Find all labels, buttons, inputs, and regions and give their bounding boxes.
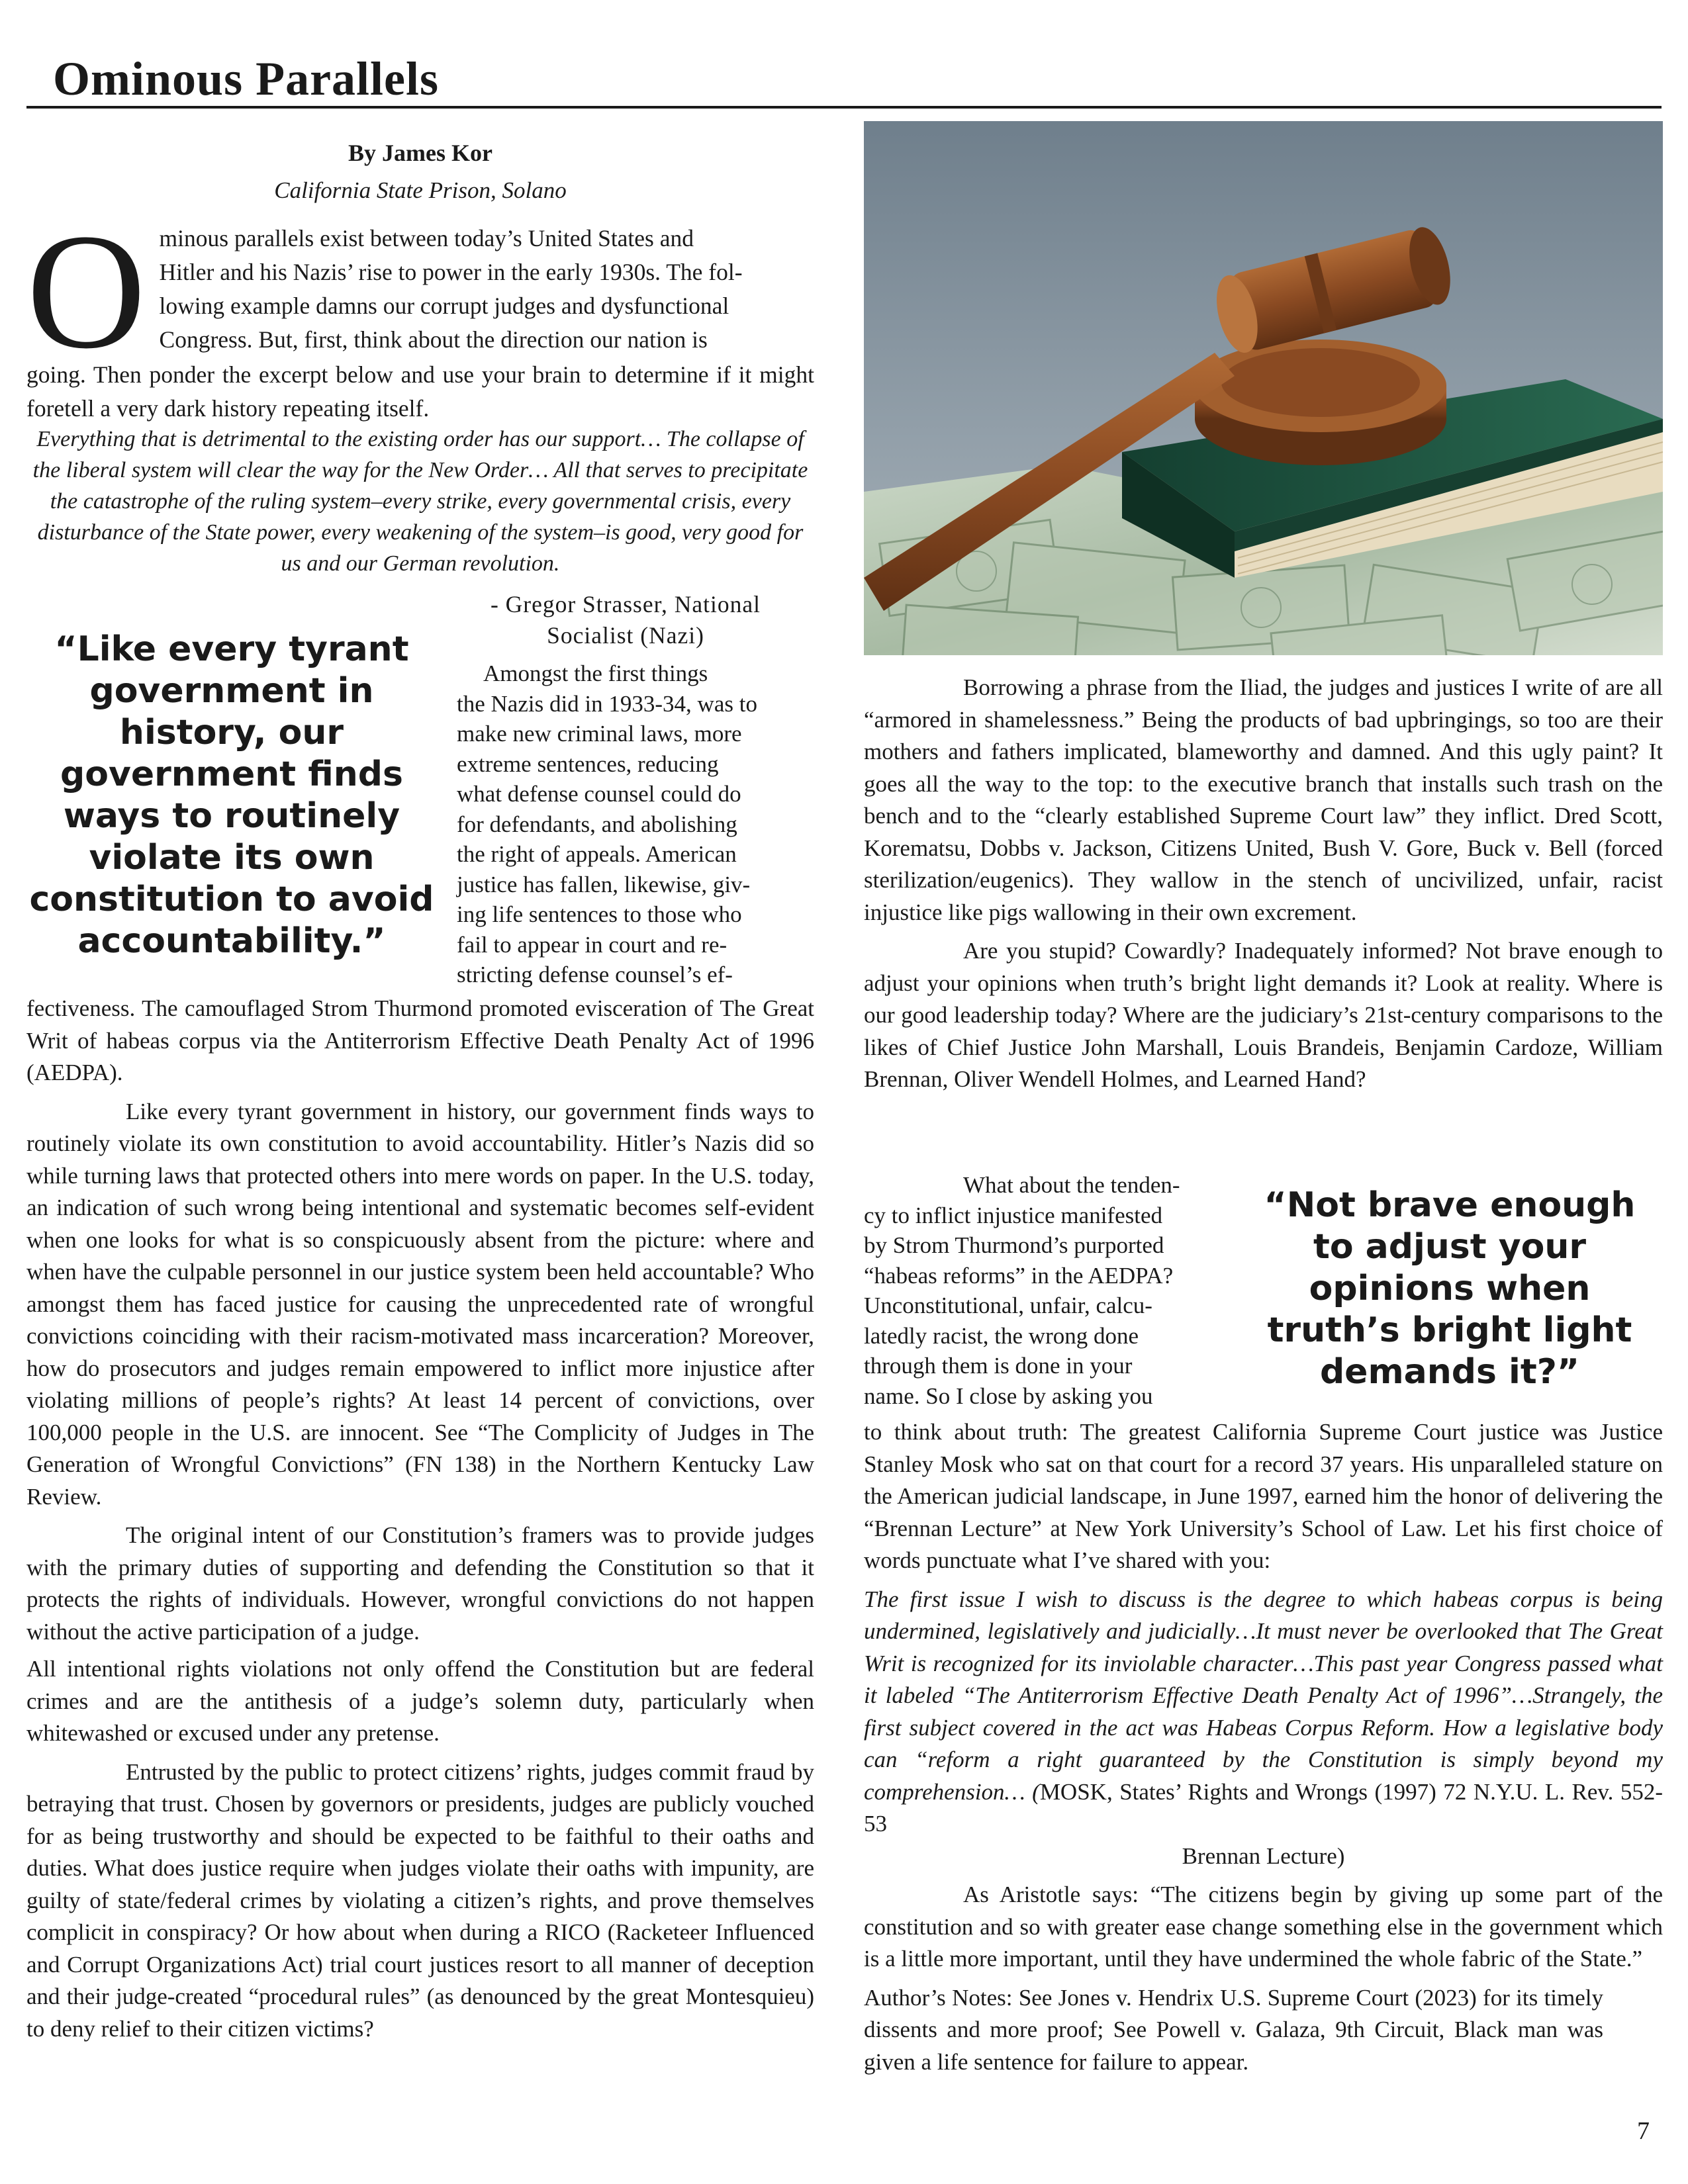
paragraph: As Aristotle says: “The citizens begin by giving up some part of the constitution and so with greater ease change something else in the government which is a little more important, until they have undermined the whole fabric of the State.”	[864, 1882, 1663, 1972]
narrow-line: stricting defense counsel’s ef-	[457, 962, 733, 987]
narrow-line: justice has fallen, likewise, giv-	[457, 871, 751, 897]
pull-quote-brave: “Not brave enough to adjust your opinions when truth’s bright light demands it?”	[1264, 1185, 1636, 1392]
pull-quote-tyrant: “Like every tyrant government in history, our government finds ways to routinely violate its own constitution to avoid accountability.”	[29, 629, 434, 961]
right-column-bottom	[864, 1416, 1663, 2078]
paragraph: All intentional rights violations not only offend the Constitution but are federal crimes and are the antithesis of a judge’s solemn duty, particularly when whitewashed or excused under any pretense.	[26, 1656, 814, 1746]
intro-line: Hitler and his Nazis’ rise to power in the early 1930s. The fol-	[159, 259, 743, 285]
narrow-line: cy to inflict injustice manifested	[864, 1202, 1162, 1228]
author-affiliation: California State Prison, Solano	[274, 177, 567, 203]
photo-illustration	[864, 121, 1663, 655]
dropcap: O	[26, 200, 146, 383]
narrow-line: ing life sentences to those who	[457, 901, 742, 927]
mosk-citation: MOSK, States’ Rights and Wrongs (1997) 72 N.Y.U. L. Rev. 552-53	[864, 1778, 1663, 1837]
narrow-line: fail to appear in court and re-	[457, 931, 727, 958]
page-number: 7	[1637, 2117, 1650, 2145]
byline: By James Kor	[348, 140, 492, 166]
paragraph: Borrowing a phrase from the Iliad, the judges and justices I write of are all “armored in shamelessness.” Being the products of bad upbringings, so too are their mothers and fathers implicated, blameworthy and damned. And this ugly paint? It goes all the way to the top: to the executive branch that installs such trash on the bench and to the “clearly established Supreme Court law” they inflict. Dred Scott, Korematsu, Dobbs v. Jackson, Citizens United, Bush V. Gore, Buck v. Bell (forced sterilization/eugenics). They wallow in the stench of uncivilized, unfair, racist injustice like pigs wallowing in their own excrement.	[864, 674, 1663, 925]
narrow-line: name. So I close by asking you	[864, 1383, 1153, 1409]
mosk-quote-text: The first issue I wish to discuss is the degree to which habeas corpus is being undermined, legislatively and judicially…It must never be overlooked that The Great Writ is recognized for its inviolable character…This past year Congress passed what it labeled “The Antiterrorism Effective Death Penalty Act of 1996”…Strangely, the first subject covered in the act was Habeas Corpus Reform. How a legislative body can “reform a right guaranteed by the Constitution is simply beyond my comprehension… (	[864, 1586, 1663, 1805]
intro-line: Congress. But, first, think about the direction our nation is	[159, 326, 708, 353]
strasser-attribution	[437, 589, 814, 651]
narrow-line: extreme sentences, reducing	[457, 751, 719, 777]
attribution-line: Socialist (Nazi)	[547, 622, 704, 649]
narrow-line: what defense counsel could do	[457, 781, 741, 807]
narrow-paragraph-2	[864, 1170, 1225, 1411]
narrow-line: by Strom Thurmond’s purported	[864, 1232, 1164, 1258]
intro-line: minous parallels exist between today’s United States and	[159, 225, 694, 251]
title-rule	[26, 106, 1662, 109]
mosk-citation-end: Brennan Lecture)	[1182, 1843, 1345, 1869]
paragraph: to think about truth: The greatest California Supreme Court justice was Justice Stanley Mosk who sat on that court for a record 37 years. His unparalleled stature on the American judicial landscape, in June 1997, earned him the honor of delivering the “Brennan Lecture” at New York University’s School of Law. Let his first choice of words punctuate what I’ve shared with you:	[864, 1419, 1663, 1573]
authors-notes: Author’s Notes: See Jones v. Hendrix U.S. Supreme Court (2023) for its timely dissents and more proof; See Powell v. Galaza, 9th Circuit, Black man was given a life sentence for failure to appear.	[864, 1984, 1603, 2075]
gavel-book-money-photo	[864, 121, 1663, 655]
narrow-line: the right of appeals. American	[457, 841, 737, 867]
article-title: Ominous Parallels	[53, 52, 440, 105]
intro-line: lowing example damns our corrupt judges and dysfunctional	[159, 293, 729, 319]
paragraph: Like every tyrant government in history, our government finds ways to routinely violate its own constitution to avoid accountability. Hitler’s Nazis did so while turning laws that protected others into mere words on paper. In the U.S. today, an indication of such wrong being intentional and systematic becomes self-evident when one looks for what is so conspicuously absent from the picture: where and when have the culpable personnel in our justice system been held accountable? Who amongst them has faced justice for causing the unprecedented rate of wrongful convictions coinciding with their racism-motivated mass incarceration? Moreover, how do prosecutors and judges remain empowered to inflict more injustice after violating millions of people’s rights? At least 14 percent of convictions, over 100,000 people in the U.S. are innocent. See “The Complicity of Judges in The Generation of Wrongful Convictions” (FN 138) in the Northern Kentucky Law Review.	[26, 1098, 814, 1510]
narrow-line: “habeas reforms” in the AEDPA?	[864, 1262, 1174, 1289]
strasser-quote: Everything that is detrimental to the existing order has our support… The collapse of the liberal system will clear the way for the New Order… All that serves to precipitate the catastrophe of the ruling system–every strike, every governmental crisis, every disturbance of the State power, every weakening of the system–is good, very good for us and our German revolution.	[32, 427, 808, 576]
narrow-paragraph	[457, 659, 814, 990]
paragraph: The original intent of our Constitution’s framers was to provide judges with the primary duties of supporting and defending the Constitution so that it protects the rights of individuals. However, wrongful convictions do not happen without the active participation of a judge.	[26, 1522, 814, 1645]
narrow-line: the Nazis did in 1933-34, was to	[457, 690, 757, 717]
left-column-body	[26, 993, 814, 2045]
mosk-quote	[864, 1584, 1663, 1841]
narrow-line: What about the tenden-	[963, 1172, 1180, 1198]
narrow-line: for defendants, and abolishing	[457, 811, 737, 837]
paragraph: Entrusted by the public to protect citizens’ rights, judges commit fraud by betraying that trust. Chosen by governors or presidents, judges are publicly vouched for as being trustworthy and should be expected to be faithful to their oaths and duties. What does justice require when judges violate their oaths with impunity, are guilty of state/federal crimes by violating a citizen’s rights, and prove themselves complicit in conspiracy? Or how about when during a RICO (Racketeer Influenced and Corrupt Organizations Act) trial court justices resort to all manner of deception and their judge-created “procedural rules” (as denounced by the great Montesquieu) to deny relief to their citizen victims?	[26, 1758, 814, 2042]
narrow-line: Unconstitutional, unfair, calcu-	[864, 1293, 1152, 1318]
narrow-line: make new criminal laws, more	[457, 721, 742, 747]
attribution-line: - Gregor Strasser, National	[490, 591, 761, 617]
intro-block	[26, 200, 814, 426]
intro-paragraph: going. Then ponder the excerpt below and use your brain to determine if it might foretell a very dark history repeating itself.	[26, 361, 814, 422]
narrow-line: latedly racist, the wrong done	[864, 1322, 1139, 1349]
paragraph: fectiveness. The camouflaged Strom Thurmond promoted evisceration of The Great Writ of habeas corpus via the Antiterrorism Effective Death Penalty Act of 1996 (AEDPA).	[26, 995, 814, 1085]
paragraph: Are you stupid? Cowardly? Inadequately informed? Not brave enough to adjust your opinions when truth’s bright light demands it? Look at reality. Where is our good leadership today? Where are the judiciary’s 21st-century comparisons to the likes of Chief Justice John Marshall, Louis Brandeis, Benjamin Cardoze, William Brennan, Oliver Wendell Holmes, and Learned Hand?	[864, 938, 1663, 1092]
narrow-line: Amongst the first things	[483, 660, 708, 686]
narrow-line: through them is done in your	[864, 1353, 1133, 1379]
right-column-top	[864, 672, 1663, 1096]
